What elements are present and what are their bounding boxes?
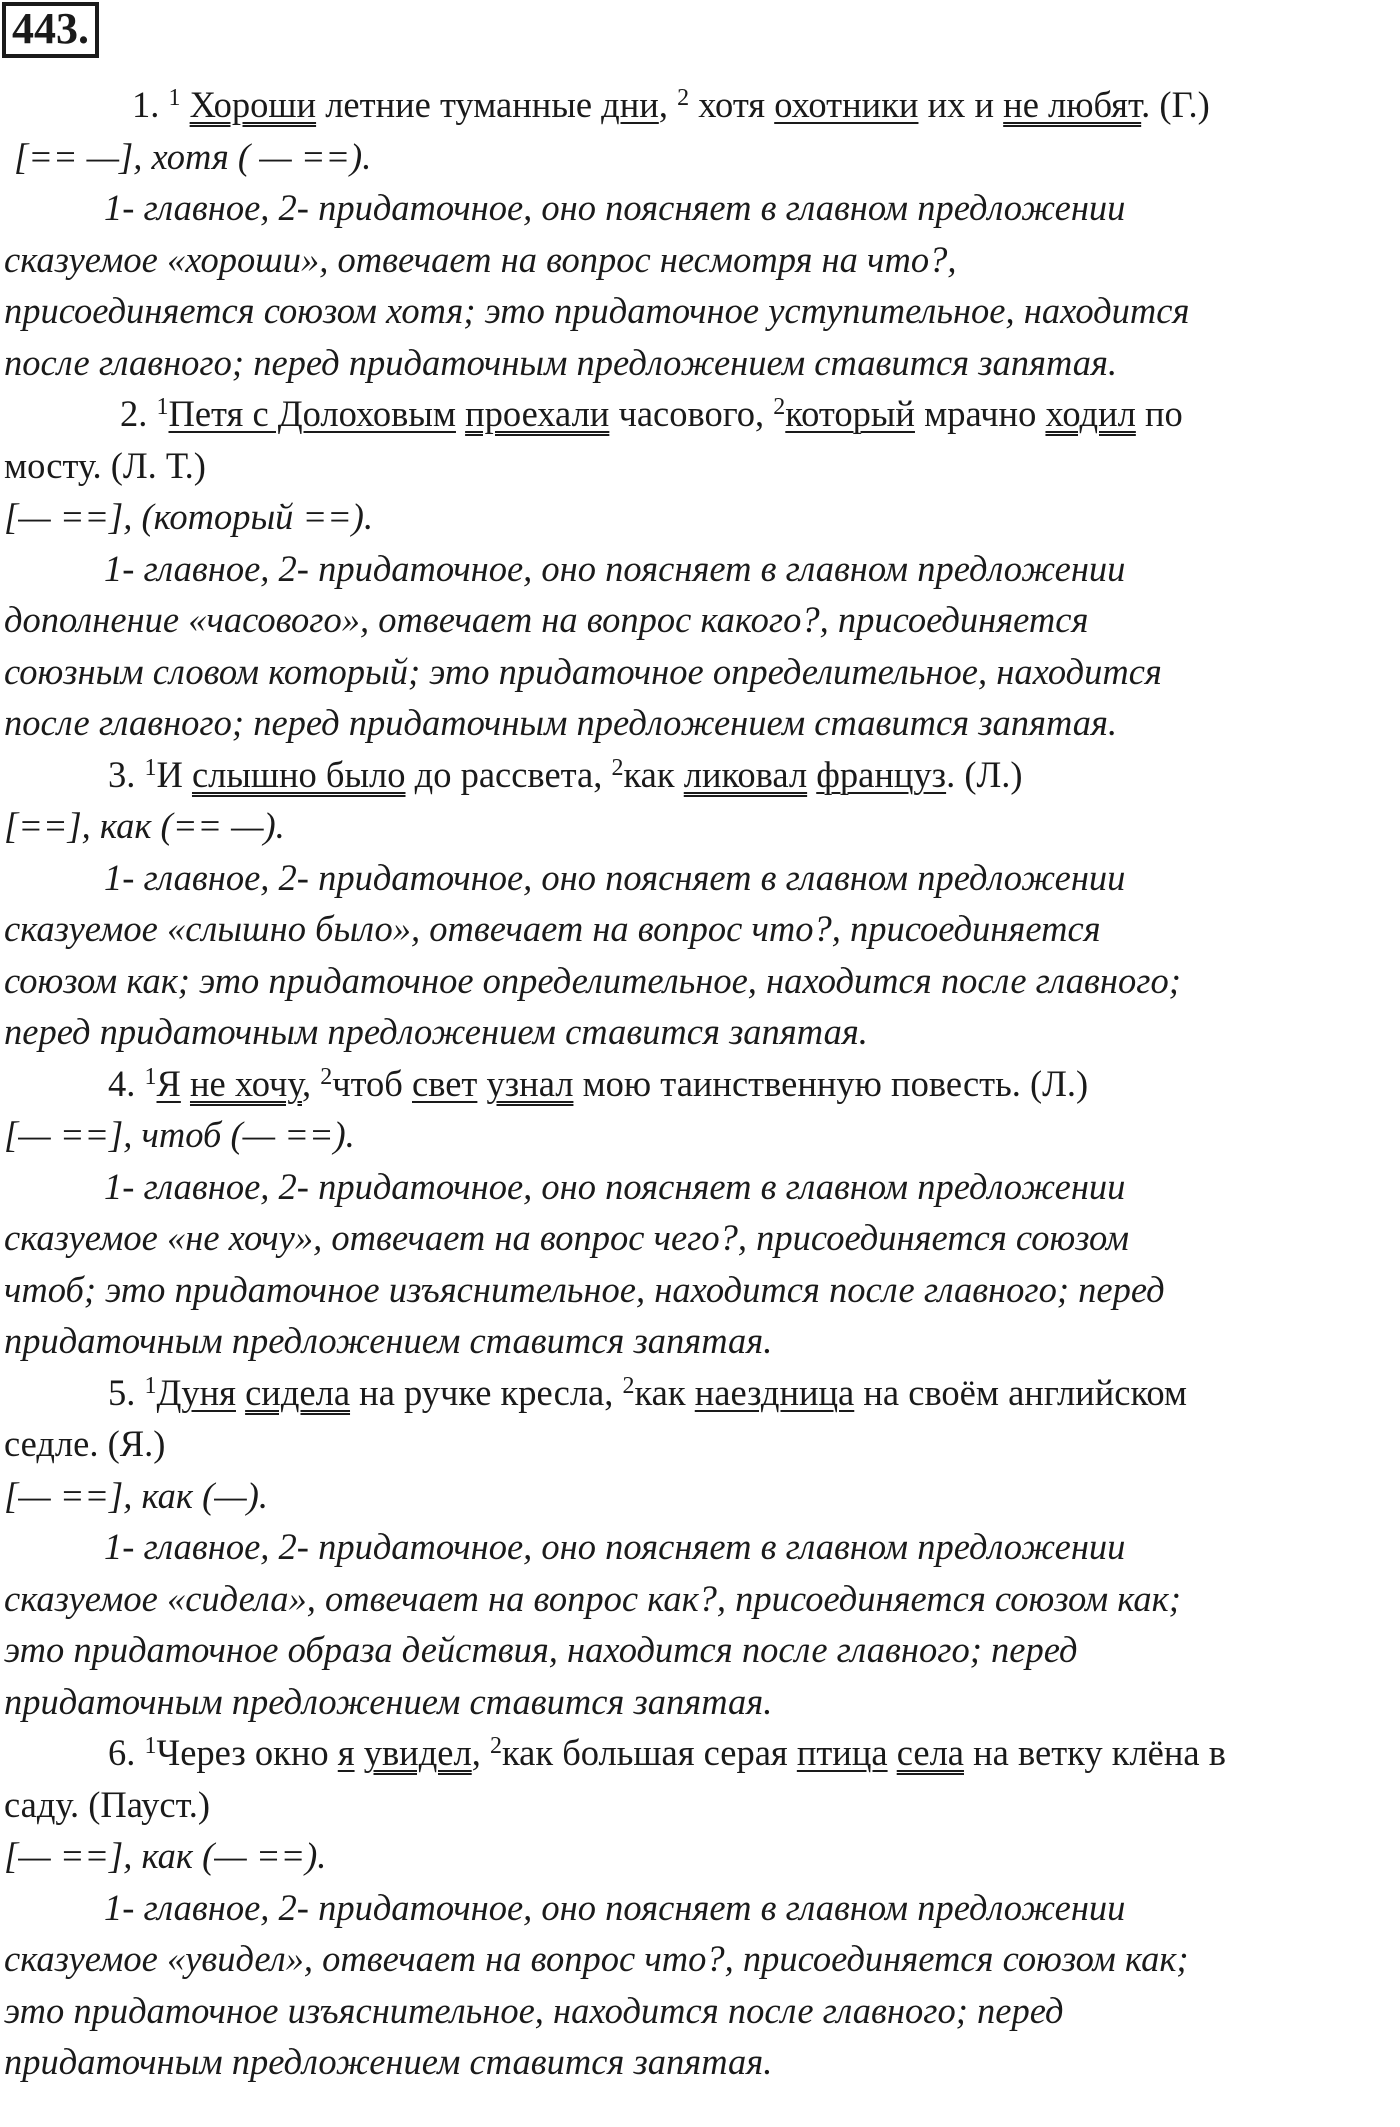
text-segment: на ветку клёна в xyxy=(963,1732,1226,1773)
predicate-underlined: узнал xyxy=(486,1062,574,1104)
analysis-line xyxy=(4,130,1400,183)
analysis-line xyxy=(4,336,1396,389)
analysis-line xyxy=(4,284,1396,337)
sentence-line xyxy=(4,1726,1400,1779)
text-segment: после главного; перед придаточным предложением ставится запятая. xyxy=(4,341,1118,383)
text-segment: 6. xyxy=(108,1732,145,1773)
text-segment: 1- главное, 2- придаточное, оно поясняет в главном предложении xyxy=(104,187,1126,228)
text-segment: чтоб; это придаточное изъяснительное, находится после главного; перед xyxy=(4,1268,1165,1310)
text-segment: на своём английском xyxy=(854,1371,1187,1413)
sentence-line xyxy=(4,1778,1396,1831)
text-segment: 4. xyxy=(108,1062,145,1104)
predicate-underlined: не хочу xyxy=(189,1062,302,1104)
text-segment: . (Г.) xyxy=(1141,84,1210,125)
text-segment: И xyxy=(156,753,192,795)
predicate-underlined: проехали xyxy=(465,393,610,434)
analysis-line xyxy=(4,1829,1396,1882)
text-segment: [— ==], чтоб (— ==). xyxy=(4,1114,355,1155)
clause-marker: 2 xyxy=(489,1733,502,1759)
text-segment: чтоб xyxy=(332,1062,412,1104)
analysis-line xyxy=(4,1160,1400,1213)
clause-marker: 2 xyxy=(677,85,690,111)
analysis-line xyxy=(4,645,1396,698)
subject-underlined: птица xyxy=(796,1732,888,1773)
analysis-line xyxy=(4,1263,1396,1316)
clause-marker: 2 xyxy=(320,1063,333,1090)
text-segment xyxy=(477,1063,486,1104)
text-segment xyxy=(236,1372,245,1413)
analysis-line xyxy=(4,1211,1396,1264)
analysis-line xyxy=(4,1984,1396,2037)
text-segment: летние туманные xyxy=(316,84,602,125)
predicate-underlined: ходил xyxy=(1045,393,1136,434)
text-segment: [— ==], как (—). xyxy=(4,1474,269,1516)
text-segment: сказуемое «хороши», отвечает на вопрос несмотря на что?, xyxy=(4,238,957,280)
analysis-line xyxy=(4,1881,1400,1934)
text-segment: их и xyxy=(918,84,1004,125)
text-segment: до рассвета, xyxy=(405,753,612,795)
analysis-line xyxy=(4,1005,1396,1058)
text-segment xyxy=(888,1732,897,1773)
clause-marker: 1 xyxy=(168,85,181,111)
analysis-line xyxy=(4,593,1396,646)
text-segment: 1- главное, 2- придаточное, оно поясняет в главном предложении xyxy=(104,1526,1126,1567)
text-segment: союзом как; это придаточное определительное, находится после главного; xyxy=(4,959,1181,1001)
sentence-line xyxy=(4,1366,1400,1419)
text-segment xyxy=(807,754,816,795)
exercise-number: 443. xyxy=(2,2,99,58)
text-segment: по xyxy=(1135,393,1183,434)
text-segment: как большая серая xyxy=(501,1732,797,1773)
clause-marker: 1 xyxy=(144,1733,157,1759)
text-segment xyxy=(181,1063,190,1104)
text-segment: придаточным предложением ставится запятая. xyxy=(4,1680,773,1722)
text-segment: 1. xyxy=(132,84,169,125)
subject-underlined: Я xyxy=(156,1062,181,1104)
text-segment: сказуемое «сидела», отвечает на вопрос как?, присоединяется союзом как; xyxy=(4,1577,1181,1619)
text-segment: 1- главное, 2- придаточное, оно поясняет в главном предложении xyxy=(104,1165,1126,1207)
text-segment: это придаточное изъяснительное, находится после главного; перед xyxy=(4,1989,1064,2031)
sentence-line xyxy=(4,387,1400,440)
sentence-line xyxy=(4,439,1396,492)
predicate-underlined: ликовал xyxy=(683,753,808,795)
clause-marker: 1 xyxy=(144,1063,157,1090)
text-segment: 2. xyxy=(120,393,157,434)
analysis-line xyxy=(4,1314,1396,1367)
text-segment: 1- главное, 2- придаточное, оно поясняет в главном предложении xyxy=(104,856,1126,898)
analysis-line xyxy=(4,799,1396,852)
text-segment: сказуемое «не хочу», отвечает на вопрос чего?, присоединяется союзом xyxy=(4,1217,1130,1258)
analysis-line xyxy=(4,1932,1396,1985)
text-segment: , xyxy=(301,1062,321,1104)
text-segment: Через окно xyxy=(156,1732,338,1773)
subject-underlined: свет xyxy=(412,1062,478,1104)
clause-marker: 2 xyxy=(611,754,624,781)
subject-underlined: дни xyxy=(601,84,659,125)
text-segment: дополнение «часового», отвечает на вопрос какого?, присоединяется xyxy=(4,599,1089,640)
text-segment: сказуемое «слышно было», отвечает на вопрос что?, присоединяется xyxy=(4,908,1101,949)
analysis-line xyxy=(4,2035,1396,2088)
analysis-line xyxy=(4,1108,1396,1161)
text-segment: часового, xyxy=(609,393,774,434)
text-segment: [== —], хотя ( — ==). xyxy=(14,135,372,177)
text-segment: как xyxy=(623,753,684,795)
analysis-line xyxy=(4,542,1400,595)
text-segment xyxy=(355,1732,364,1773)
predicate-underlined: не любят xyxy=(1003,84,1142,125)
text-segment: мосту. (Л. Т.) xyxy=(4,444,206,486)
analysis-line xyxy=(4,1572,1396,1625)
analysis-line xyxy=(4,1623,1396,1676)
clause-marker: 1 xyxy=(144,754,157,781)
text-segment: , xyxy=(658,84,678,125)
clause-marker: 2 xyxy=(773,394,786,420)
predicate-underlined: Хороши xyxy=(189,84,317,125)
text-segment: сказуемое «увидел», отвечает на вопрос что?, присоединяется союзом как; xyxy=(4,1938,1189,1979)
analysis-line xyxy=(4,181,1400,234)
analysis-line xyxy=(4,1675,1396,1728)
subject-underlined: наездница xyxy=(694,1371,855,1413)
subject-underlined: я xyxy=(337,1732,355,1773)
text-segment: [— ==], (который ==). xyxy=(4,496,374,537)
text-segment: присоединяется союзом хотя; это придаточное уступительное, находится xyxy=(4,290,1190,331)
text-segment: саду. (Пауст.) xyxy=(4,1783,211,1825)
text-segment: седле. (Я.) xyxy=(4,1423,166,1464)
text-segment xyxy=(181,84,190,125)
sentence-line xyxy=(4,78,1400,131)
text-segment: 1- главное, 2- придаточное, оно поясняет в главном предложении xyxy=(104,547,1126,589)
clause-marker: 1 xyxy=(144,1372,157,1399)
subject-underlined: который xyxy=(785,393,915,434)
text-segment: [==], как (== —). xyxy=(4,805,285,846)
text-segment: . (Л.) xyxy=(946,753,1023,795)
subject-underlined: Петя с Долоховым xyxy=(168,393,456,434)
subject-underlined: Дуня xyxy=(156,1371,236,1413)
text-segment: хотя xyxy=(689,84,775,125)
analysis-line xyxy=(4,954,1396,1007)
predicate-underlined: сидела xyxy=(245,1371,351,1413)
text-segment: придаточным предложением ставится запятая. xyxy=(4,2041,773,2082)
analysis-line xyxy=(4,902,1396,955)
text-segment: перед придаточным предложением ставится запятая. xyxy=(4,1011,868,1052)
sentence-line xyxy=(4,1057,1400,1110)
text-segment: 3. xyxy=(108,753,145,795)
clause-marker: 1 xyxy=(156,394,169,420)
text-segment: мрачно xyxy=(914,393,1046,434)
subject-underlined: охотники xyxy=(774,84,919,125)
predicate-underlined: увидел xyxy=(363,1732,472,1773)
text-segment xyxy=(456,393,465,434)
text-segment: на ручке кресла, xyxy=(350,1371,623,1413)
analysis-line xyxy=(4,851,1400,904)
predicate-underlined: слышно было xyxy=(191,753,406,795)
sentence-line xyxy=(4,1417,1396,1470)
text-segment: 1- главное, 2- придаточное, оно поясняет в главном предложении xyxy=(104,1886,1126,1928)
text-segment: это придаточное образа действия, находится после главного; перед xyxy=(4,1629,1078,1670)
analysis-line xyxy=(4,233,1396,286)
sentence-line xyxy=(4,748,1400,801)
subject-underlined: француз xyxy=(816,753,947,795)
analysis-line xyxy=(4,696,1396,749)
text-segment: как xyxy=(634,1371,695,1413)
analysis-line xyxy=(4,1469,1396,1522)
text-segment: [— ==], как (— ==). xyxy=(4,1835,327,1876)
text-segment: придаточным предложением ставится запятая. xyxy=(4,1320,773,1361)
text-segment: 5. xyxy=(108,1371,145,1413)
clause-marker: 2 xyxy=(622,1372,635,1399)
predicate-underlined: села xyxy=(896,1732,964,1773)
text-segment: , xyxy=(471,1732,490,1773)
analysis-line xyxy=(4,490,1396,543)
text-segment: союзным словом который; это придаточное определительное, находится xyxy=(4,650,1162,692)
text-segment: после главного; перед придаточным предложением ставится запятая. xyxy=(4,702,1118,743)
analysis-line xyxy=(4,1520,1400,1573)
text-segment: мою таинственную повесть. (Л.) xyxy=(573,1062,1089,1104)
